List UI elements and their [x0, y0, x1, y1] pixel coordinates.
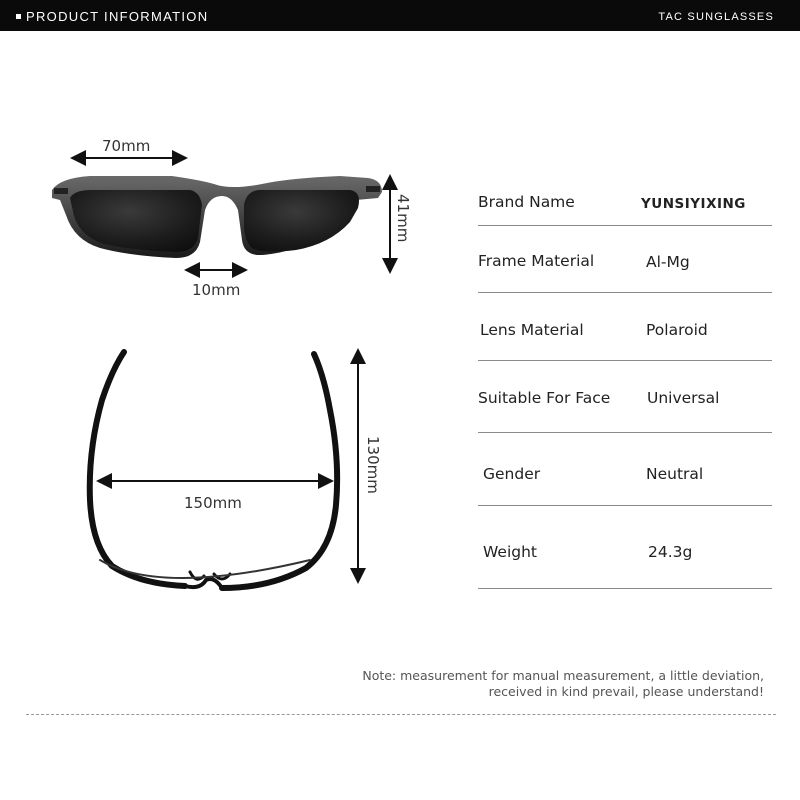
- spec-value-lens-material: Polaroid: [646, 321, 708, 339]
- lens-width-label: 70mm: [102, 137, 151, 155]
- spec-value-face: Universal: [647, 389, 720, 407]
- frame-width-label: 150mm: [184, 494, 242, 512]
- spec-divider: [478, 360, 772, 361]
- temple-length-label: 130mm: [364, 436, 382, 494]
- dashed-divider: [26, 714, 776, 715]
- spec-label-frame-material: Frame Material: [478, 252, 595, 270]
- top-view-glasses: [90, 352, 337, 588]
- front-view-glasses: [52, 176, 382, 258]
- spec-label-weight: Weight: [483, 543, 538, 561]
- spec-divider: [478, 225, 772, 226]
- note-line-1: Note: measurement for manual measurement, a little deviation,: [362, 668, 764, 683]
- header-title: PRODUCT INFORMATION: [26, 9, 209, 24]
- spec-value-brand: YUNSIYIXING: [641, 196, 746, 212]
- header-right-label: TAC SUNGLASSES: [658, 11, 774, 23]
- spec-label-gender: Gender: [483, 465, 541, 483]
- spec-value-weight: 24.3g: [648, 543, 693, 561]
- spec-divider: [478, 292, 772, 293]
- spec-label-lens-material: Lens Material: [480, 321, 584, 339]
- lens-height-label: 41mm: [394, 194, 412, 243]
- measurement-note: [362, 668, 764, 700]
- spec-label-face: Suitable For Face: [478, 389, 611, 407]
- spec-divider: [478, 588, 772, 589]
- bridge-label: 10mm: [192, 281, 241, 299]
- spec-divider: [478, 432, 772, 433]
- spec-value-gender: Neutral: [646, 465, 704, 483]
- note-line-2: received in kind prevail, please understand!: [488, 684, 764, 699]
- spec-value-frame-material: Al-Mg: [646, 253, 690, 271]
- spec-divider: [478, 505, 772, 506]
- spec-label-brand: Brand Name: [478, 193, 575, 211]
